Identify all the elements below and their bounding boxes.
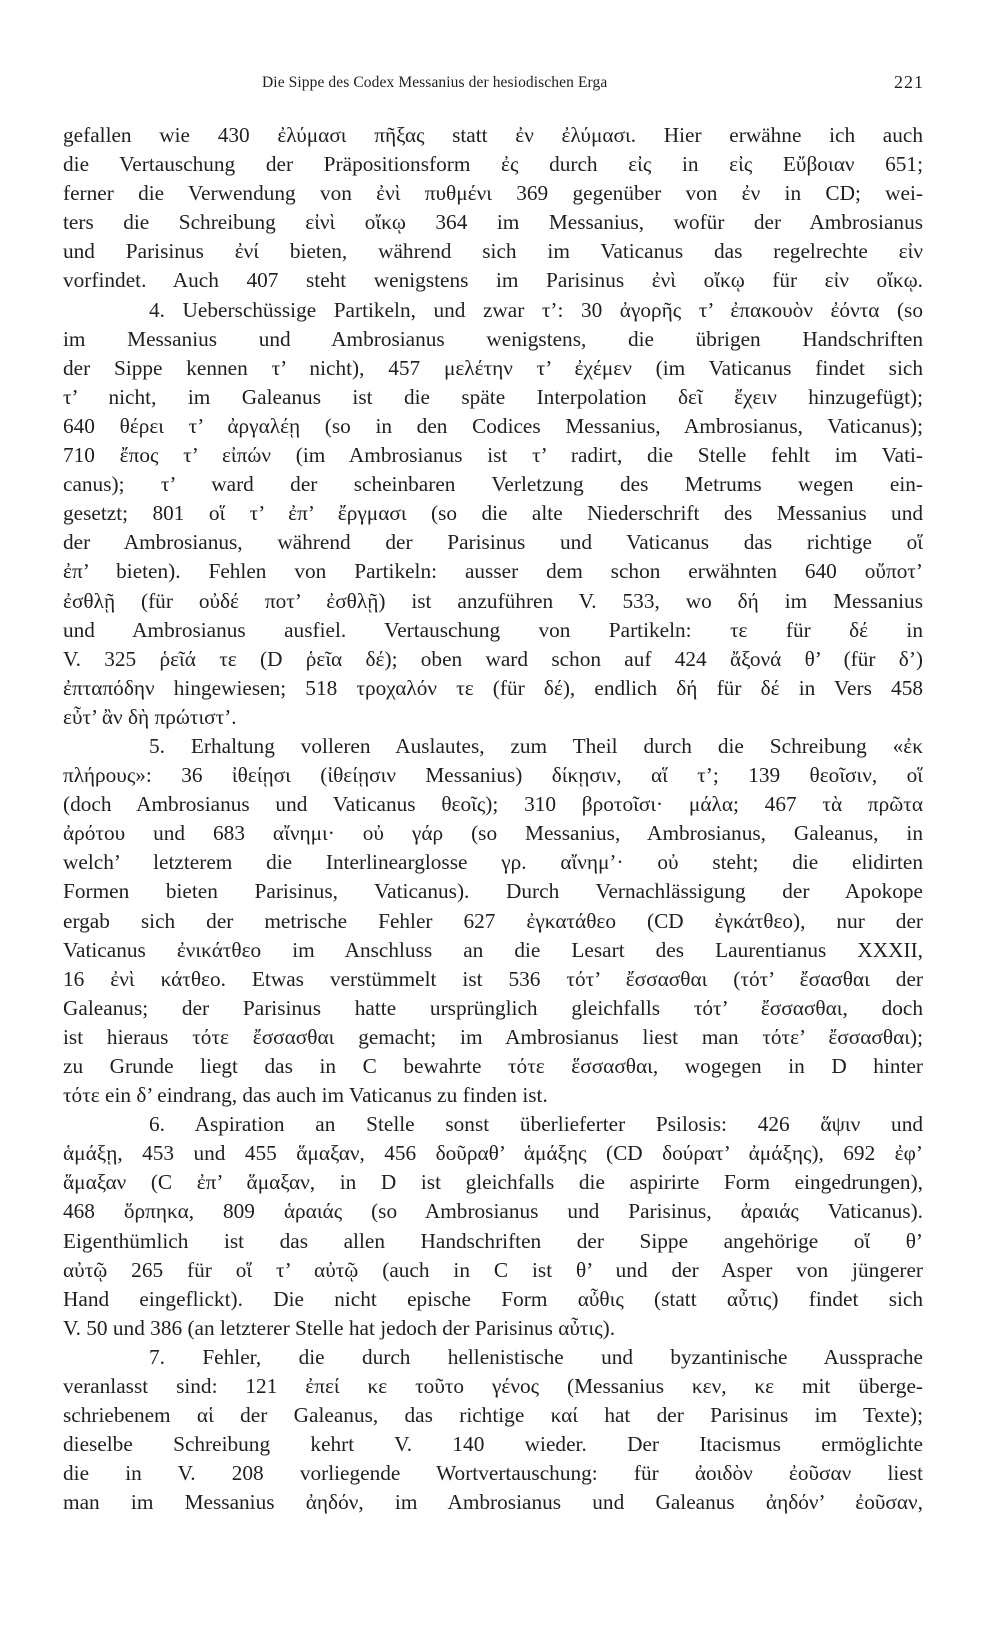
text-line: schriebenem αἱ der Galeanus, das richtige καί hat der Parisinus im Texte); <box>63 1403 923 1428</box>
page-header <box>62 72 924 102</box>
text-line: τότε ein δ’ eindrang, das auch im Vaticanus zu finden ist. <box>63 1083 548 1108</box>
text-line: ἐπ’ bieten). Fehlen von Partikeln: ausser dem schon erwähnten 640 οὔποτ’ <box>63 559 923 584</box>
paragraph-4-start: 4. Ueberschüssige Partikeln, und zwar τ’: 30 ἀγορῆς τ’ ἐπακουὸν ἐόντα (so <box>149 297 923 322</box>
text-line: die Vertauschung der Präpositionsform ἐς durch εἰς in εἰς Εὔβοιαν 651; <box>63 152 923 177</box>
text-line: 710 ἔπος τ’ εἰπών (im Ambrosianus ist τ’ radirt, die Stelle fehlt im Vati- <box>63 443 923 468</box>
text-line: ferner die Verwendung von ἐνὶ πυθμένι 369 gegenüber von ἐν in CD; wei- <box>63 181 923 206</box>
text-line: Vaticanus ἐνικάτθεο im Anschluss an die Lesart des Laurentianus XXXII, <box>63 937 923 962</box>
text-line: ist hieraus τότε ἔσσασθαι gemacht; im Ambrosianus liest man τότε’ ἔσσασθαι); <box>63 1024 923 1049</box>
text-line: ἐπταπόδην hingewiesen; 518 τροχαλόν τε (für δέ), endlich δή für δέ in Vers 458 <box>63 675 923 700</box>
text-line: der Ambrosianus, während der Parisinus und Vaticanus das richtige οἵ <box>63 530 923 555</box>
text-line: Hand eingeflickt). Die nicht epische Form αὖθις (statt αὖτις) findet sich <box>63 1286 923 1311</box>
paragraph-5-start: 5. Erhaltung volleren Auslautes, zum Theil durch die Schreibung «ἐκ <box>149 733 923 758</box>
text-line: Galeanus; der Parisinus hatte ursprünglich gleichfalls τότ’ ἔσσασθαι, doch <box>63 995 923 1020</box>
text-line: Formen bieten Parisinus, Vaticanus). Durch Vernachlässigung der Apokope <box>63 879 923 904</box>
text-line: 640 θέρει τ’ ἀργαλέῃ (so in den Codices Messanius, Ambrosianus, Vaticanus); <box>63 413 923 438</box>
text-line: ergab sich der metrische Fehler 627 ἐγκατάθεο (CD ἐγκάτθεο), nur der <box>63 908 923 933</box>
text-line: und Ambrosianus ausfiel. Vertauschung von Partikeln: τε für δέ in <box>63 617 923 642</box>
text-line: man im Messanius ἀηδόν, im Ambrosianus und Galeanus ἀηδόν’ ἐοῦσαν, <box>63 1490 923 1515</box>
paragraph-7-start: 7. Fehler, die durch hellenistische und byzantinische Aussprache <box>149 1344 923 1369</box>
text-line: vorfindet. Auch 407 steht wenigstens im Parisinus ἐνὶ οἴκῳ für εἰν οἴκῳ. <box>63 268 923 293</box>
text-line: αὐτῷ 265 für οἵ τ’ αὐτῷ (auch in C ist θ’ und der Asper von jüngerer <box>63 1257 923 1282</box>
text-line: gesetzt; 801 οἵ τ’ ἐπ’ ἔργμασι (so die alte Niederschrift des Messanius und <box>63 501 923 526</box>
text-line: dieselbe Schreibung kehrt V. 140 wieder. Der Itacismus ermöglichte <box>63 1432 923 1457</box>
text-line: V. 325 ῥεῖά τε (D ῥεῖα δέ); oben ward schon auf 424 ἄξονά θ’ (für δ’) <box>63 646 923 671</box>
page-number: 221 <box>894 72 924 92</box>
text-line: zu Grunde liegt das in C bewahrte τότε ἕσσασθαι, wogegen in D hinter <box>63 1054 923 1078</box>
text-line: 468 ὅρπηκα, 809 ἁραιάς (so Ambrosianus und Parisinus, ἀραιάς Vaticanus). <box>63 1199 923 1224</box>
running-title: Die Sippe des Codex Messanius der hesiodischen Erga <box>262 74 608 91</box>
text-line: die in V. 208 vorliegende Wortvertauschung: für ἀοιδὸν ἐοῦσαν liest <box>63 1461 923 1486</box>
text-line: 16 ἐνὶ κάτθεο. Etwas verstümmelt ist 536 τότ’ ἔσσασθαι (τότ’ ἔσασθαι der <box>63 966 923 991</box>
text-line: gefallen wie 430 ἐλύμασι πῆξας statt ἐν ἐλύμασι. Hier erwähne ich auch <box>63 123 923 147</box>
text-line: πλήρους»: 36 ἰθείῃσι (ἰθείῃσιν Messanius) δίκῃσιν, αἵ τ’; 139 θεοῖσιν, οἵ <box>63 763 923 788</box>
text-line: veranlasst sind: 121 ἐπεί κε τοῦτο γένος (Messanius κεν, κε mit überge- <box>63 1374 923 1399</box>
text-line: der Sippe kennen τ’ nicht), 457 μελέτην τ’ ἐχέμεν (im Vaticanus findet sich <box>63 355 923 380</box>
text-line: ters die Schreibung εἰνὶ οἴκῳ 364 im Messanius, wofür der Ambrosianus <box>63 210 923 235</box>
body-text <box>63 121 923 1518</box>
text-line: ἐσθλῇ (für οὐδέ ποτ’ ἐσθλῇ) ist anzuführen V. 533, wo δή im Messanius <box>63 588 923 613</box>
paragraph-6-start: 6. Aspiration an Stelle sonst überlieferter Psilosis: 426 ἅψιν und <box>149 1112 923 1137</box>
text-line: und Parisinus ἐνί bieten, während sich im Vaticanus das regelrechte εἰν <box>63 239 923 264</box>
text-line: ἅμαξαν (C ἐπ’ ἅμαξαν, in D ist gleichfalls die aspirirte Form eingedrungen), <box>63 1170 923 1195</box>
text-line: τ’ nicht, im Galeanus ist die späte Interpolation δεῖ ἔχειν hinzugefügt); <box>63 384 923 409</box>
text-line: im Messanius und Ambrosianus wenigstens, die übrigen Handschriften <box>63 326 923 351</box>
text-line: V. 50 und 386 (an letzterer Stelle hat jedoch der Parisinus αὖτις). <box>63 1315 616 1340</box>
text-line: εὖτ’ ἂν δὴ πρώτιστ’. <box>63 704 237 729</box>
text-line: Eigenthümlich ist das allen Handschriften der Sippe angehörige οἵ θ’ <box>63 1228 923 1253</box>
text-line: welch’ letzterem die Interlinearglosse γρ. αἴνημ’· οὐ steht; die elidirten <box>63 850 923 875</box>
text-line: (doch Ambrosianus und Vaticanus θεοῖς); 310 βροτοῖσι· μάλα; 467 τὰ πρῶτα <box>63 792 923 817</box>
text-line: ἁμάξῃ, 453 und 455 ἅμαξαν, 456 δοῦραθ’ ἁμάξης (CD δούρατ’ ἀμάξης), 692 ἐφ’ <box>63 1141 923 1166</box>
text-line: ἀρότου und 683 αἴνημι· οὐ γάρ (so Messanius, Ambrosianus, Galeanus, in <box>63 821 923 846</box>
text-line: canus); τ’ ward der scheinbaren Verletzung des Metrums wegen ein- <box>63 472 923 497</box>
